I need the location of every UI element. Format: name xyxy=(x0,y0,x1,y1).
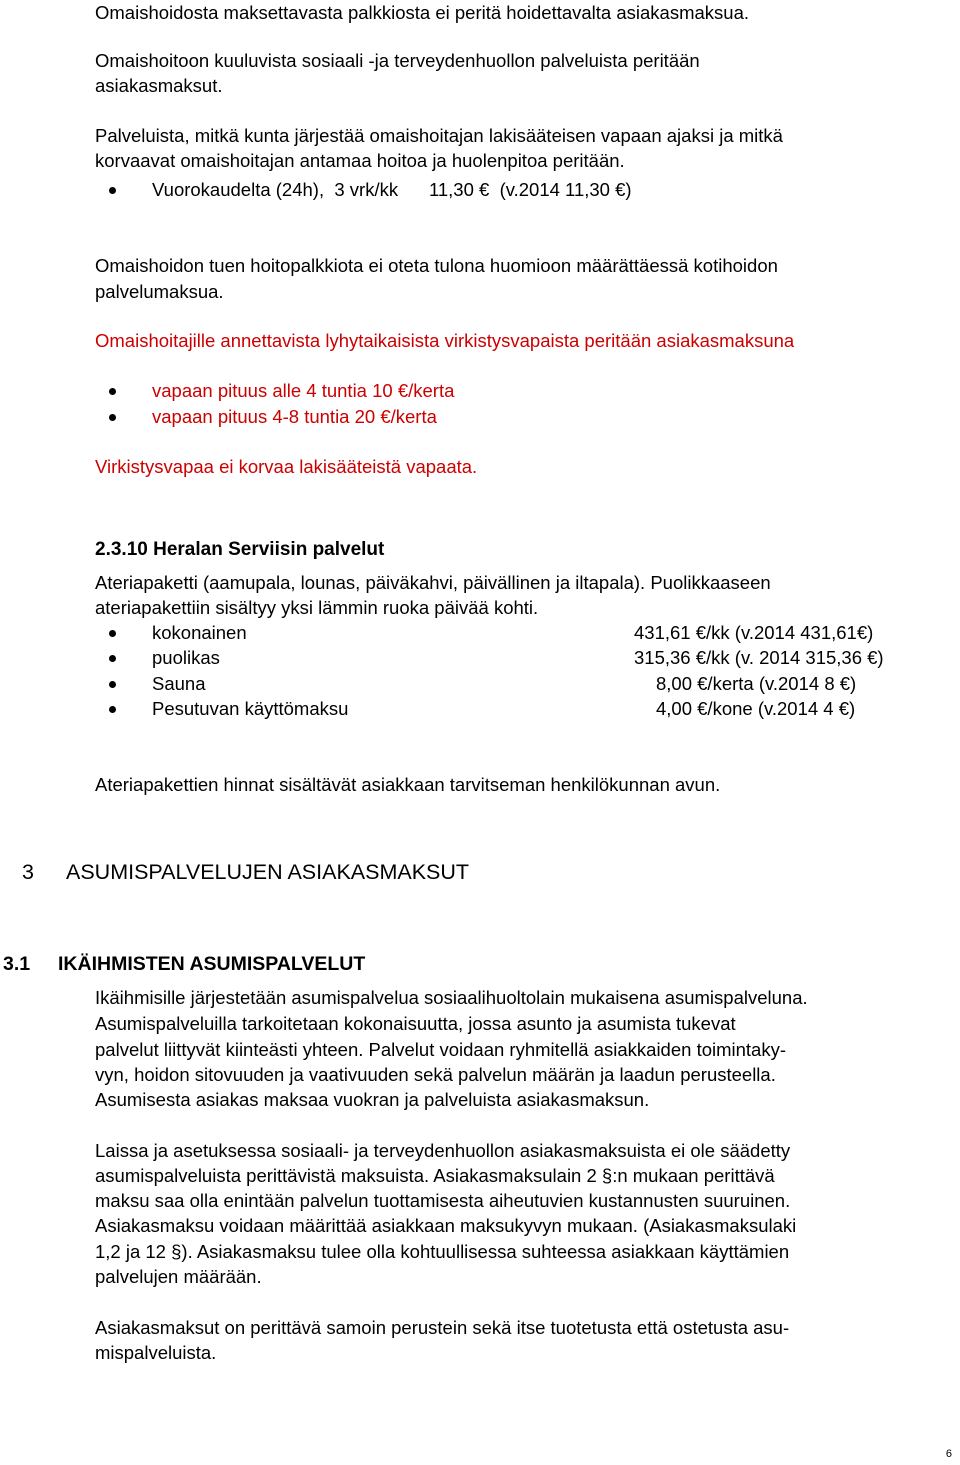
section-heading: 2.3.10 Heralan Serviisin palvelut xyxy=(95,539,385,560)
body-text: palvelujen määrään. xyxy=(95,1266,262,1287)
body-text: Asiakasmaksu voidaan määrittää asiakkaan maksukyvyn mukaan. (Asiakasmaksulaki xyxy=(95,1215,797,1236)
body-text: palvelut liittyvät kiinteästi yhteen. Palvelut voidaan ryhmitellä asiakkaiden toimintaky- xyxy=(95,1039,787,1060)
body-text: Ateriapaketti (aamupala, lounas, päiväkahvi, päivällinen ja iltapala). Puolikkaaseen xyxy=(95,572,771,593)
body-text: Ikäihmisille järjestetään asumispalvelua sosiaalihuoltolain mukaisena asumispalveluna. xyxy=(95,987,808,1008)
section-number: 3 xyxy=(22,860,34,884)
price-item-value: 8,00 €/kerta (v.2014 8 €) xyxy=(656,673,857,694)
bullet-icon xyxy=(109,187,116,194)
price-item-value: 431,61 €/kk (v.2014 431,61€) xyxy=(634,622,874,643)
price-item-name: kokonainen xyxy=(152,622,247,643)
body-text: Omaishoidon tuen hoitopalkkiota ei oteta tulona huomioon määrättäessä kotihoidon xyxy=(95,255,778,276)
price-item-name: Pesutuvan käyttömaksu xyxy=(152,698,349,719)
list-item: vapaan pituus 4-8 tuntia 20 €/kerta xyxy=(152,406,437,427)
bullet-icon xyxy=(109,706,116,713)
body-text: Asumisesta asiakas maksaa vuokran ja palveluista asiakasmaksun. xyxy=(95,1089,650,1110)
body-text: Asiakasmaksut on perittävä samoin perustein sekä itse tuotetusta että ostetusta asu- xyxy=(95,1317,790,1338)
body-text: 1,2 ja 12 §). Asiakasmaksu tulee olla kohtuullisessa suhteessa asiakkaan käyttämien xyxy=(95,1241,790,1262)
section-title: ASUMISPALVELUJEN ASIAKASMAKSUT xyxy=(66,860,470,884)
list-item: Vuorokaudelta (24h), 3 vrk/kk 11,30 € (v.2014 11,30 €) xyxy=(152,179,632,200)
body-text: asumispalveluista perittävistä maksuista. Asiakasmaksulain 2 §:n mukaan perittävä xyxy=(95,1165,775,1186)
intro-text: Omaishoitoon kuuluvista sosiaali -ja terveydenhuollon palveluista peritään xyxy=(95,50,700,71)
bullet-icon xyxy=(109,388,116,395)
bullet-icon xyxy=(109,414,116,421)
body-text: Laissa ja asetuksessa sosiaali- ja terveydenhuollon asiakasmaksuista ei ole säädetty xyxy=(95,1140,791,1161)
intro-text: Palveluista, mitkä kunta järjestää omaishoitajan lakisääteisen vapaan ajaksi ja mitkä xyxy=(95,125,783,146)
price-item-name: puolikas xyxy=(152,647,220,668)
body-text: Asumispalveluilla tarkoitetaan kokonaisuutta, jossa asunto ja asumista tukevat xyxy=(95,1013,736,1034)
body-text: ateriapakettiin sisältyy yksi lämmin ruoka päivää kohti. xyxy=(95,597,539,618)
intro-text: asiakasmaksut. xyxy=(95,75,223,96)
price-item-value: 4,00 €/kone (v.2014 4 €) xyxy=(656,698,856,719)
body-text: Ateriapakettien hinnat sisältävät asiakkaan tarvitseman henkilökunnan avun. xyxy=(95,774,721,795)
intro-text: Omaishoidosta maksettavasta palkkiosta ei peritä hoidettavalta asiakasmaksua. xyxy=(95,2,750,23)
bullet-icon xyxy=(109,681,116,688)
list-item: vapaan pituus alle 4 tuntia 10 €/kerta xyxy=(152,380,455,401)
subsection-number: 3.1 xyxy=(3,953,31,975)
bullet-icon xyxy=(109,630,116,637)
body-text: maksu saa olla enintään palvelun tuottamisesta aiheutuvien kustannusten suuruinen. xyxy=(95,1190,791,1211)
price-item-name: Sauna xyxy=(152,673,206,694)
body-text: mispalveluista. xyxy=(95,1342,217,1363)
page-number: 6 xyxy=(945,1448,952,1460)
bullet-icon xyxy=(109,655,116,662)
intro-text: korvaavat omaishoitajan antamaa hoitoa ja huolenpitoa peritään. xyxy=(95,150,625,171)
subsection-title: IKÄIHMISTEN ASUMISPALVELUT xyxy=(58,953,366,975)
price-item-value: 315,36 €/kk (v. 2014 315,36 €) xyxy=(634,647,884,668)
virkistys-intro: Omaishoitajille annettavista lyhytaikaisista virkistysvapaista peritään asiakasmaksuna xyxy=(95,330,795,351)
virkistys-note: Virkistysvapaa ei korvaa lakisääteistä vapaata. xyxy=(95,456,478,477)
body-text: palvelumaksua. xyxy=(95,281,224,302)
body-text: vyn, hoidon sitovuuden ja vaativuuden sekä palvelun määrän ja laadun perusteella. xyxy=(95,1064,776,1085)
